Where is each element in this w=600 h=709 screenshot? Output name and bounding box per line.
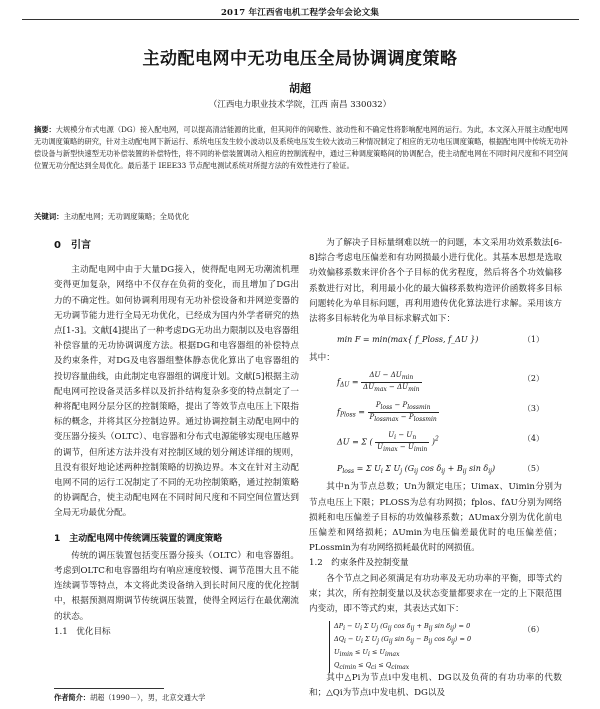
footnote-rule bbox=[54, 688, 164, 689]
intro-heading: 0 引言 bbox=[54, 240, 91, 251]
abstract-text: 大规模分布式电源（DG）接入配电网，可以提高清洁能源的比重，但其间伴的间歇性、波动性和不确定性将影响配电网的运行。为此，本文深入开展主动配电网无功调度策略的研究，针对主动配电网下新运行、系统电压发生较小波动以及系统电压发生较大波动三种情况制定了相应的无功电压调度策略，根据配电网中传统无功补偿设备与新型快速型无功补偿装置的补偿特性，将不同的补偿装置调动入相应的控制流程中，通过三种调度策略间的协调配合，使主动配电网在不同时间尺度和不同空间位置无功分配达到全局优化。最后基于 IEEE33 节点配电测试系统对所提方法的有效性进行了验证。 bbox=[34, 125, 568, 170]
equation-5 bbox=[309, 458, 562, 478]
paper-title: 主动配电网中无功电压全局协调调度策略 bbox=[142, 49, 458, 69]
equation-2-number: （2） bbox=[522, 374, 544, 384]
author-name: 胡超 bbox=[289, 82, 311, 95]
author-affiliation: （江西电力职业技术学院，江西 南昌 330032） bbox=[208, 100, 392, 110]
equation-6 bbox=[309, 619, 562, 672]
footnote-text: 胡超（1990－），男，北京交通大学 bbox=[89, 693, 206, 702]
right-paragraph-4: 其中△Pi为节点i中发电机、DG以及负荷的有功功率的代数和；△Qi为节点i中发电机、DG以及 bbox=[309, 673, 562, 699]
abstract-label: 摘要： bbox=[34, 125, 56, 134]
equation-6-number: （6） bbox=[522, 625, 544, 635]
equation-2 bbox=[309, 368, 562, 396]
keywords-text: 主动配电网；无功调度策略；全局优化 bbox=[63, 212, 190, 221]
equation-1 bbox=[309, 329, 562, 349]
right-paragraph-1: 为了解决子目标量纲难以统一的问题，本文采用功效系数法[6-8]综合考虑电压偏差和有功网损最小进行优化。其基本思想是选取功效偏移系数来评价各个子目标的优劣程度，然后将各个功效偏移系数进行对比，利用最小化的最大偏移系数构造评价函数将多目标问题转化为单目标问题，再利用遗传优化算法进行求解。采用该方法将多目标转化为单目标求解式如下： bbox=[309, 238, 562, 325]
equation-4-number: （4） bbox=[522, 434, 544, 444]
equation-3-formula: $f_{Ploss}$ = $\frac{\text{Ploss − Plossmin}}{\text{Plossmax − Plossmin}}$ bbox=[337, 401, 437, 424]
where-label: 其中： bbox=[309, 353, 335, 364]
intro-paragraph: 主动配电网中由于大量DG接入，使得配电网无功潮流机理变得更加复杂，网络中不仅存在负荷的变化，而且增加了DG出力的不确定性。如何协调利用现有无功补偿设备和并网逆变器的无功调节能力进行全局无功优化，已经成为国内外学者研究的热点[1-3]。文献[4]提出了一种考虑DG无功出力限制以及电容器组补偿容量的无功协调调度方法。根据DG和电容器组的补偿特点及约束条件，对DG及电容器组整体静态优化算出了电容器组的投切容量曲线，由此制定电容器组的调度计划。文献[5]根据主动配电网可控设备灵活多样以及折扑结构复杂多变的特点制定了一种将配电网分层分区的控制策略，提出了等效节点电压上下限指标的概念，并将其区分控制边界。通过协调控制主动配电网中的变压器分接头（OLTC）、电容器和分布式电源能够实现电压越界的调节，但所述方法并没有对控制区域的划分阐述详细的规则，且没有很好地论述两种控制策略的切换边界。本文在针对主动配电网不同的运行工况制定了不同的无功控制策略，通过控制策略的协调配合，使主动配电网在不同时间尺度和不同空间位置达到全局无功最优分配。 bbox=[54, 265, 299, 519]
equation-1-number: （1） bbox=[522, 335, 544, 345]
left-column bbox=[54, 238, 299, 640]
author-footnote bbox=[54, 693, 314, 703]
equation-3 bbox=[309, 398, 562, 426]
right-paragraph-3: 各个节点之间必须满足有功功率及无功功率的平衡，即等式约束；其次，所有控制变量以及状态变量都要求在一定的上下限范围内变动，即不等式约束，其表达式如下： bbox=[309, 573, 562, 615]
equation-5-formula: $P_{loss} = \Sigma$ $U_i$ Σ $U_j$ ($G_{ij}$ $\cos \delta_{ij} + B_{ij}$ $\sin \delta_{ij}$) bbox=[337, 464, 496, 476]
equation-4 bbox=[309, 428, 562, 456]
subsection-1-2-heading: 1.2 约束条件及控制变量 bbox=[309, 558, 409, 569]
abstract bbox=[34, 124, 568, 172]
right-column bbox=[309, 236, 562, 702]
section1-paragraph: 传统的调压装置包括变压器分接头（OLTC）和电容器组。考虑到OLTC和电容器组均有响应速度较慢、调节范围大且不能连续调节等特点，本文将此类设备纳入到长时间尺度的优化控制中，根据预测周期调节传统调压装置，使得全网运行在最优潮流的状态。 bbox=[54, 550, 299, 622]
keywords-label: 关键词： bbox=[34, 212, 64, 221]
section1-heading: 1 主动配电网中传统调压装置的调度策略 bbox=[54, 533, 223, 544]
subsection-1-1-heading: 1.1 优化目标 bbox=[54, 626, 111, 637]
header-rule bbox=[22, 19, 579, 20]
running-header: 2017 年江西省电机工程学会年会论文集 bbox=[220, 8, 380, 18]
equation-1-formula: min F = min(max{ f_Ploss, f_ΔU }) bbox=[337, 335, 479, 345]
equation-5-number: （5） bbox=[522, 464, 544, 474]
footnote-label: 作者简介： bbox=[54, 693, 90, 702]
right-paragraph-2: 其中n为节点总数；Un为额定电压；Uimax、Uimin分别为节点电压上下限；PLOSS为总有功网损；fplos、fΔU分别为网络损耗和电压偏差子目标的功效偏移系数；ΔUmax分别为优化前电压偏差和网络损耗；ΔUmin为电压偏差最优时的电压偏差值；PLossmin为有功网络损耗最优时的网损值。 bbox=[309, 482, 562, 554]
equation-4-formula: ΔU = Σ ( $\frac{Ui - Un}{Uimax - Uimin}$ )$^2$ bbox=[337, 431, 439, 454]
keywords bbox=[34, 211, 568, 222]
equation-6-formula: ΔPi − Ui Σ Uj (Gij cos δij + Bij sin δij) = 0 ΔQi − Ui Σ Uj (Gij sin δij − Bij cos δij) = 0 Uimin ≤ Ui ≤ Uimax Qcimin ≤ Qci ≤ Qcimax bbox=[329, 621, 471, 673]
equation-2-formula: $f_{\Delta U}$ = $\frac{\Delta U - \Delta Umin}{\Delta Umax - \Delta Umin}$ bbox=[337, 371, 420, 394]
equation-3-number: （3） bbox=[522, 404, 544, 414]
